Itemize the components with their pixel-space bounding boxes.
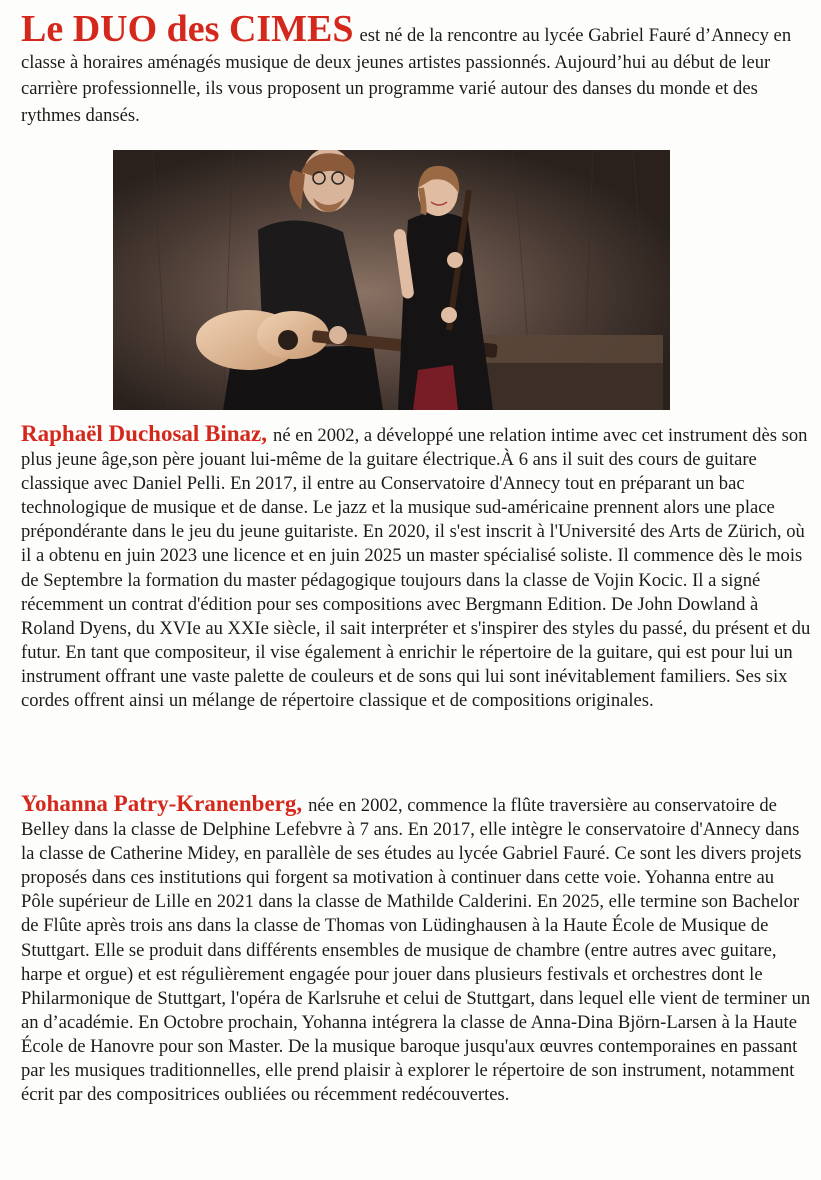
intro-text: est né de la rencontre au lycée Gabriel Fauré d’Annecy en classe à horaires aménagés musique de deux jeunes artistes passionnés. Aujourd’hui au début de leur carrière professionnelle, ils vous proposent un programme varié autour des danses du monde et des rythmes dansés. — [21, 25, 792, 126]
duo-title: Le DUO des CIMES — [21, 8, 354, 50]
bio-raphael — [21, 422, 811, 713]
name-yohanna: Yohanna Patry-Kranenberg, — [21, 791, 303, 816]
duo-photo — [113, 150, 670, 410]
intro-paragraph — [21, 8, 811, 129]
name-raphael: Raphaël Duchosal Binaz, — [21, 421, 268, 446]
bio-yohanna — [21, 792, 811, 1107]
bio-raphael-text: né en 2002, a développé une relation intime avec cet instrument dès son plus jeune âge,son père jouant lui-même de la guitare électrique.À 6 ans il suit des cours de guitare classique avec Daniel Pelli. En 2017, il entre au Conservatoire d'Annecy tout en préparant un bac technologique de musique et de danse. Le jazz et la musique sud-américaine prennent alors une place prépondérante dans le jeu du jeune guitariste. En 2020, il s'est inscrit à l'Université des Arts de Zürich, où il a obtenu en juin 2023 une licence et en juin 2025 un master spécialisé soliste. Il commence dès le mois de Septembre la formation du master pédagogique toujours dans la classe de Vojin Kocic. Il a signé récemment un contrat d'édition pour ses compositions avec Bergmann Edition. De John Dowland à Roland Dyens, du XVIe au XXIe siècle, il sait interpréter et s'inspirer des styles du passé, du présent et du futur. En tant que compositeur, il vise également à enrichir le répertoire de la guitare, qui est pour lui un instrument offrant une vaste palette de couleurs et de sons qui lui sont inévitablement familiers. Ses six cordes offrent ainsi un mélange de répertoire classique et de compositions originales. — [21, 425, 811, 712]
bio-yohanna-text: née en 2002, commence la flûte traversière au conservatoire de Belley dans la classe de Delphine Lefebvre à 7 ans. En 2017, elle intègre le conservatoire d'Annecy dans la classe de Catherine Midey, en parallèle de ses études au lycée Gabriel Fauré. Ce sont les divers projets proposés dans ces institutions qui forgent sa motivation à continuer dans cette voie. Yohanna entre au Pôle supérieur de Lille en 2021 dans la classe de Mathilde Calderini. En 2025, elle termine son Bachelor de Flûte après trois ans dans la classe de Thomas von Lüdinghausen à la Haute École de Musique de Stuttgart. Elle se produit dans différents ensembles de musique de chambre (entre autres avec guitare, harpe et orgue) et est régulièrement engagée pour jouer dans plusieurs festivals et orchestres dont le Philarmonique de Stuttgart, l'opéra de Karlsruhe et celui de Stuttgart, dans lequel elle vient de terminer un an d’académie. En Octobre prochain, Yohanna intégrera la classe de Anna-Dina Björn-Larsen à la Haute École de Hanovre pour son Master. De la musique baroque jusqu'aux œuvres contemporaines en passant par les musiques traditionnelles, elle prend plaisir à explorer le répertoire de son instrument, notamment écrit par des compositrices oubliées ou récemment redécouvertes. — [21, 795, 811, 1106]
